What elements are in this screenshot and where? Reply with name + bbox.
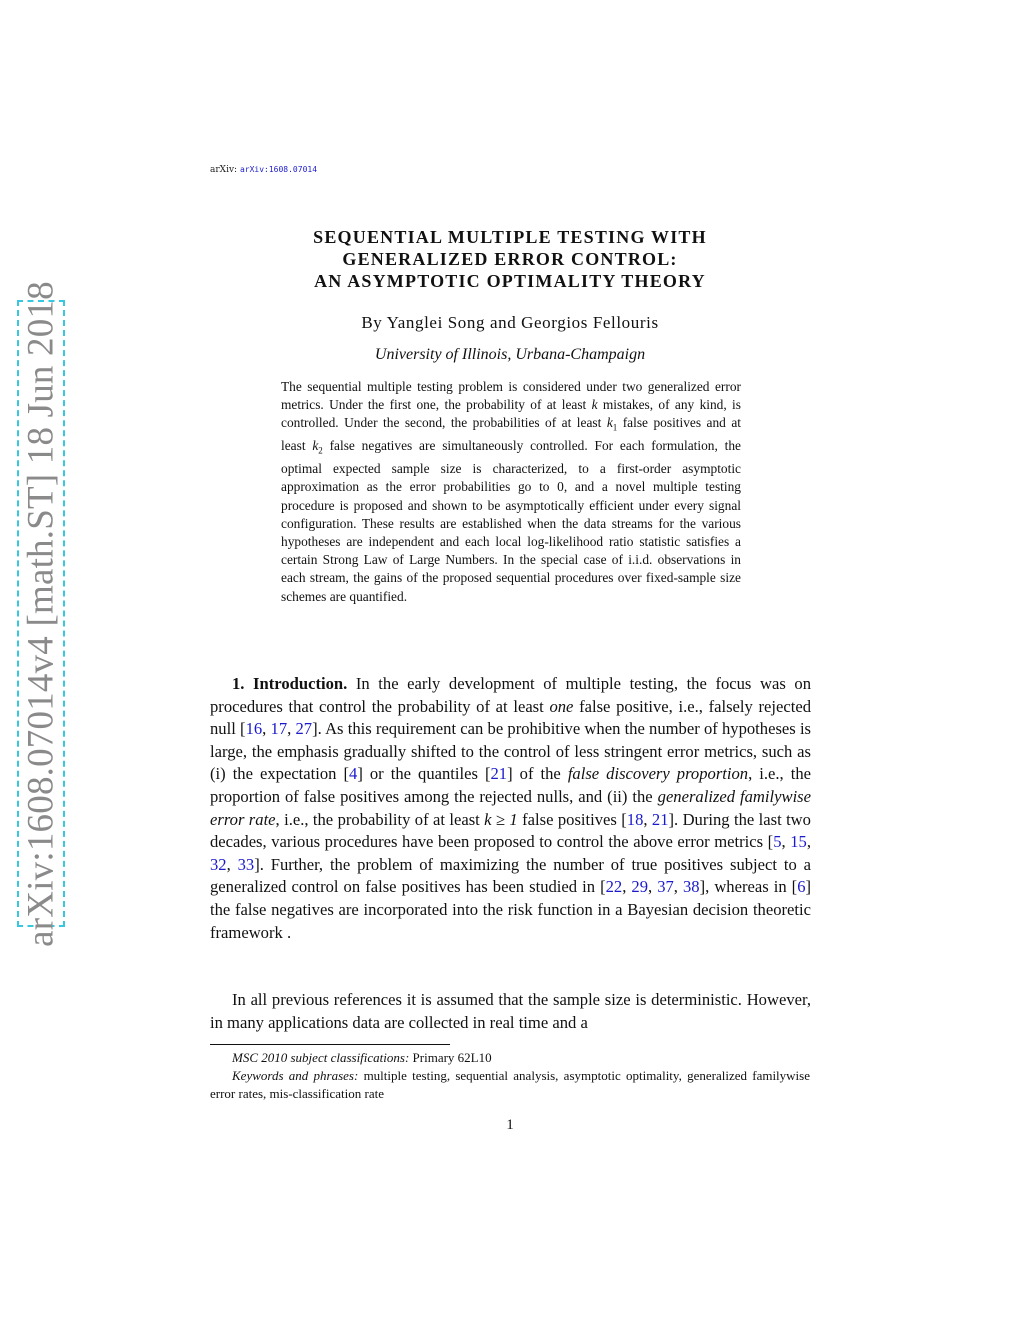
intro-text: ] of the xyxy=(507,764,568,784)
intro-text: , i.e., the probability of at least xyxy=(275,809,485,829)
citation-link[interactable]: 15 xyxy=(790,832,807,852)
intro-emph: generalized familywise error rate xyxy=(210,786,811,829)
abstract-k1: k xyxy=(606,415,613,431)
abstract-text-3: false positives and at least xyxy=(281,415,742,454)
msc-value: Primary 62L10 xyxy=(409,1050,492,1065)
intro-text: ], whereas in [ xyxy=(699,877,798,897)
citation-link[interactable]: 38 xyxy=(683,877,700,897)
intro-text: ]. Further, the problem of maximizing the number of true positives subject to a generalized control on false positives has been studied in [ xyxy=(210,854,811,897)
citation-link[interactable]: 21 xyxy=(490,764,508,784)
introduction-paragraph: 1. Introduction. In the early development of multiple testing, the focus was on procedures that control the probability of at least one false positive, i.e., falsely rejected null [16, 17, 27]. As this requirement can be prohibitive when the number of hypotheses is large, the emphasis gradually shifted to the control of less stringent error metrics, such as (i) the expectation [4] or the quantiles [21] of the false discovery proportion, i.e., the proportion of false positives among the rejected nulls, and (ii) the generalized familywise error rate, i.e., the probability of at least k ≥ 1 false positives [18, 21]. During the last two decades, various procedures have been proposed to control the above error metrics [5, 15, 32, 33]. Further, the problem of maximizing the number of true positives subject to a generalized control on false positives has been studied in [22, 29, 37, 38], whereas in [6] the false negatives are incorporated into the risk function in a Bayesian decision theoretic framework . xyxy=(210,674,812,942)
arxiv-header xyxy=(210,165,317,175)
arxiv-id-link[interactable]: arXiv:1608.07014 xyxy=(239,165,318,174)
citation-link[interactable]: 29 xyxy=(631,877,648,897)
citation-link[interactable]: 37 xyxy=(657,877,674,897)
abstract xyxy=(281,378,741,606)
keywords-label: Keywords and phrases: xyxy=(232,1068,359,1083)
title-line-1: SEQUENTIAL MULTIPLE TESTING WITH xyxy=(313,227,707,247)
citation-link[interactable]: 21 xyxy=(651,809,669,829)
arxiv-prefix: arXiv: xyxy=(210,165,238,175)
arxiv-side-stamp[interactable]: arXiv:1608.07014v4 [math.ST] 18 Jun 2018 xyxy=(20,281,62,947)
abstract-text-2: mistakes, of any kind, is controlled. Under the second, the probabilities of at least xyxy=(281,397,741,431)
abstract-k2-sub: 2 xyxy=(318,445,323,456)
abstract-text-4: false negatives are simultaneously controlled. For each formulation, the optimal expected sample size is characterized, to a first-order asymptotic approximation as the error probabilities go to 0, and a novel multiple testing procedure is proposed and shown to be asymptotically efficient under every signal configuration. These results are established when the data streams for the various hypotheses are independent and each local log-likelihood ratio statistic satisfies a certain Strong Law of Large Numbers. In the special case of i.i.d. observations in each stream, the gains of the proposed sequential procedures over fixed-sample size schemes are quantified. xyxy=(281,438,741,604)
title-line-2: GENERALIZED ERROR CONTROL: xyxy=(342,249,678,269)
citation-link[interactable]: 4 xyxy=(349,764,358,784)
citation-link[interactable]: 5 xyxy=(773,832,782,852)
intro-text: ] the false negatives are incorporated into the risk function in a Bayesian decision theoretic framework . xyxy=(210,877,812,942)
citation-link[interactable]: 33 xyxy=(237,854,255,874)
paper-title xyxy=(210,226,810,292)
intro-text: ] or the quantiles [ xyxy=(357,764,491,784)
citation-link[interactable]: 22 xyxy=(605,877,623,897)
affiliation: University of Illinois, Urbana-Champaign xyxy=(374,346,646,363)
footnotes xyxy=(210,1049,810,1103)
footnote-rule xyxy=(210,1044,450,1045)
citation-link[interactable]: 32 xyxy=(210,854,227,874)
intro-text: In the early development of multiple testing, the focus was on procedures that control the probability of at least xyxy=(210,674,811,716)
title-line-3: AN ASYMPTOTIC OPTIMALITY THEORY xyxy=(314,271,706,291)
abstract-text-1: The sequential multiple testing problem is considered under two generalized error metrics. Under the first one, the probability of at least xyxy=(281,379,741,413)
intro-text: false positives [ xyxy=(517,809,627,829)
keywords-footnote xyxy=(210,1067,810,1103)
intro-math: k ≥ 1 xyxy=(484,809,518,829)
page-number: 1 xyxy=(506,1117,514,1133)
abstract-k: k xyxy=(591,397,598,413)
citation-link[interactable]: 17 xyxy=(270,719,288,739)
citation-link[interactable]: 6 xyxy=(797,877,806,897)
abstract-k1-sub: 1 xyxy=(612,423,618,434)
msc-footnote xyxy=(210,1049,810,1067)
abstract-k2: k xyxy=(312,438,319,454)
intro-text: false positive, i.e., falsely rejected null [ xyxy=(210,696,811,739)
section-heading: 1. Introduction. xyxy=(232,674,348,693)
citation-link[interactable]: 16 xyxy=(245,719,263,739)
authors: By Yanglei Song and Georgios Fellouris xyxy=(361,313,659,332)
msc-label: MSC 2010 subject classifications: xyxy=(232,1050,410,1065)
intro-text: ]. As this requirement can be prohibitive when the number of hypotheses is large, the emphasis gradually shifted to the control of less stringent error metrics, such as (i) the expectation [ xyxy=(210,719,812,784)
intro-emph: one xyxy=(549,696,574,716)
intro-text: , i.e., the proportion of false positives among the rejected nulls, and (ii) the xyxy=(210,764,811,806)
intro-emph: false discovery proportion xyxy=(567,764,749,784)
intro-text: ]. During the last two decades, various procedures have been proposed to control the above error metrics [ xyxy=(210,809,811,852)
citation-link[interactable]: 27 xyxy=(295,719,313,739)
citation-link[interactable]: 18 xyxy=(626,809,644,829)
second-paragraph: In all previous references it is assumed that the sample size is deterministic. However, in many applications data are collected in real time and a xyxy=(210,990,811,1032)
keywords-value: multiple testing, sequential analysis, asymptotic optimality, generalized familywise error rates, mis-classification rate xyxy=(210,1068,811,1101)
